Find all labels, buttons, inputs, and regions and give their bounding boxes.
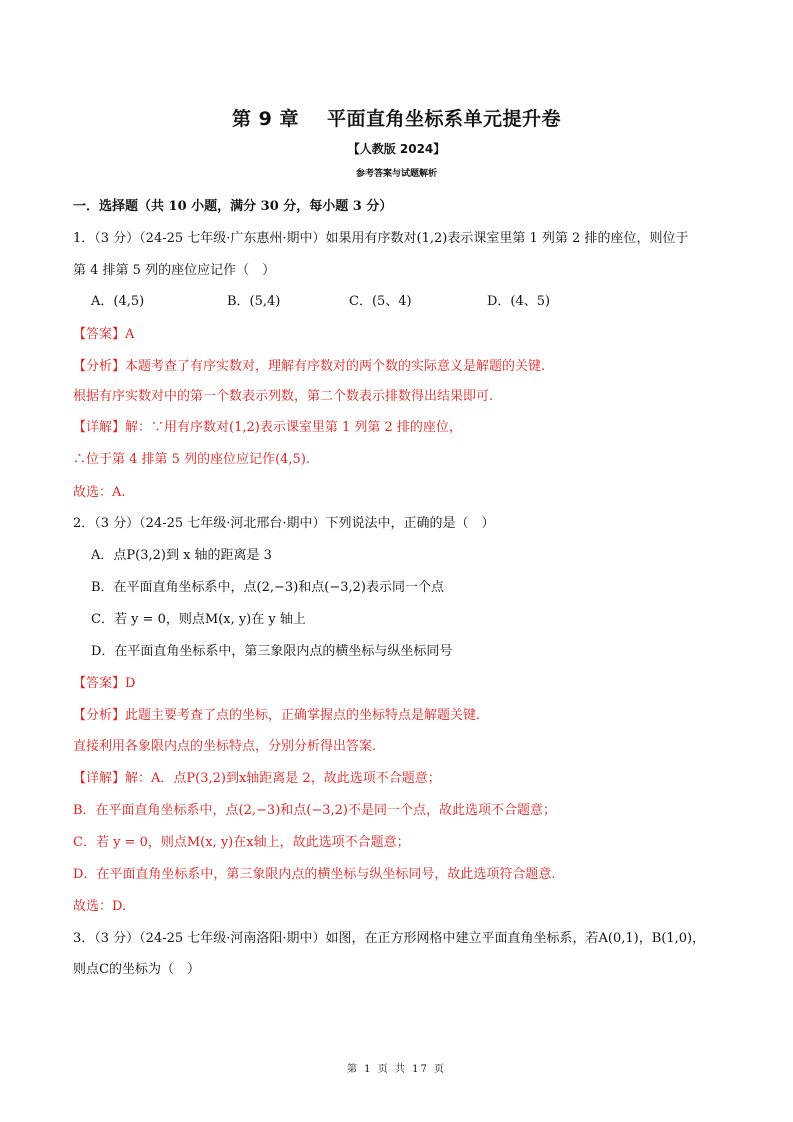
q2-analysis-1: 【分析】此题主要考查了点的坐标，正确掌握点的坐标特点是解题关键. bbox=[73, 708, 481, 723]
q1-stem-line2: 第 4 排第 5 列的座位应记作（ ） bbox=[73, 263, 276, 278]
q1-detail-2: ∴位于第 4 排第 5 列的座位应记作(4,5). bbox=[73, 452, 311, 467]
q2-option-d: D．在平面直角坐标系中，第三象限内点的横坐标与纵坐标同号 bbox=[91, 644, 453, 659]
q2-detail-3: C．若 y = 0，则点M(x, y)在x轴上，故此选项不合题意； bbox=[73, 835, 410, 850]
q1-option-b: B．(5,4) bbox=[227, 294, 281, 309]
q2-answer: 【答案】D bbox=[73, 676, 136, 691]
q1-choice: 故选：A. bbox=[73, 485, 126, 500]
chapter-name: 平面直角坐标系单元提升卷 bbox=[326, 108, 561, 130]
q1-option-c: C．(5、4) bbox=[349, 294, 412, 309]
page-title bbox=[0, 104, 793, 131]
chapter-label: 第 9 章 bbox=[232, 108, 299, 130]
q2-option-c: C．若 y = 0，则点M(x, y)在 y 轴上 bbox=[91, 612, 306, 627]
q1-analysis-2: 根据有序实数对中的第一个数表示列数，第二个数表示排数得出结果即可. bbox=[73, 389, 494, 404]
q2-detail-2: B．在平面直角坐标系中，点(2,−3)和点(−3,2)不是同一个点，故此选项不合题意； bbox=[73, 803, 556, 818]
edition-label: 【人教版 2024】 bbox=[347, 142, 446, 156]
q2-detail-1: 【详解】解：A．点P(3,2)到x轴距离是 2，故此选项不合题意； bbox=[73, 771, 441, 786]
answer-header: 参考答案与试题解析 bbox=[355, 169, 437, 179]
q2-stem: 2．（3 分）（24-25 七年级·河北邢台·期中）下列说法中，正确的是（ ） bbox=[73, 516, 495, 531]
q2-option-a: A．点P(3,2)到 x 轴的距离是 3 bbox=[91, 548, 272, 563]
q1-option-d: D．(4、5) bbox=[487, 294, 551, 309]
q1-detail-1: 【详解】解：∵用有序数对(1,2)表示课室里第 1 列第 2 排的座位， bbox=[73, 420, 462, 435]
q3-stem-line2: 则点C的坐标为（ ） bbox=[73, 962, 200, 977]
section-heading: 一．选择题（共 10 小题，满分 30 分，每小题 3 分） bbox=[73, 199, 393, 214]
page-footer: 第 1 页 共 17 页 bbox=[347, 1064, 446, 1075]
q1-option-a: A．(4,5) bbox=[91, 294, 145, 309]
q1-analysis-1: 【分析】本题考查了有序实数对，理解有序数对的两个数的实际意义是解题的关键. bbox=[73, 359, 546, 374]
q2-choice: 故选：D. bbox=[73, 899, 127, 914]
q2-option-b: B．在平面直角坐标系中，点(2,−3)和点(−3,2)表示同一个点 bbox=[91, 580, 444, 595]
q1-answer: 【答案】A bbox=[73, 327, 135, 342]
q2-analysis-2: 直接利用各象限内点的坐标特点，分别分析得出答案. bbox=[73, 739, 377, 754]
q1-stem-line1: 1．（3 分）（24-25 七年级·广东惠州·期中）如果用有序数对(1,2)表示课室里第 1 列第 2 排的座位，则位于 bbox=[73, 231, 689, 246]
q2-detail-4: D．在平面直角坐标系中，第三象限内点的横坐标与纵坐标同号，故此选项符合题意. bbox=[73, 867, 556, 882]
q3-stem-line1: 3．（3 分）（24-25 七年级·河南洛阳·期中）如图，在正方形网格中建立平面直角坐标系，若A(0,1)，B(1,0)， bbox=[73, 931, 706, 946]
